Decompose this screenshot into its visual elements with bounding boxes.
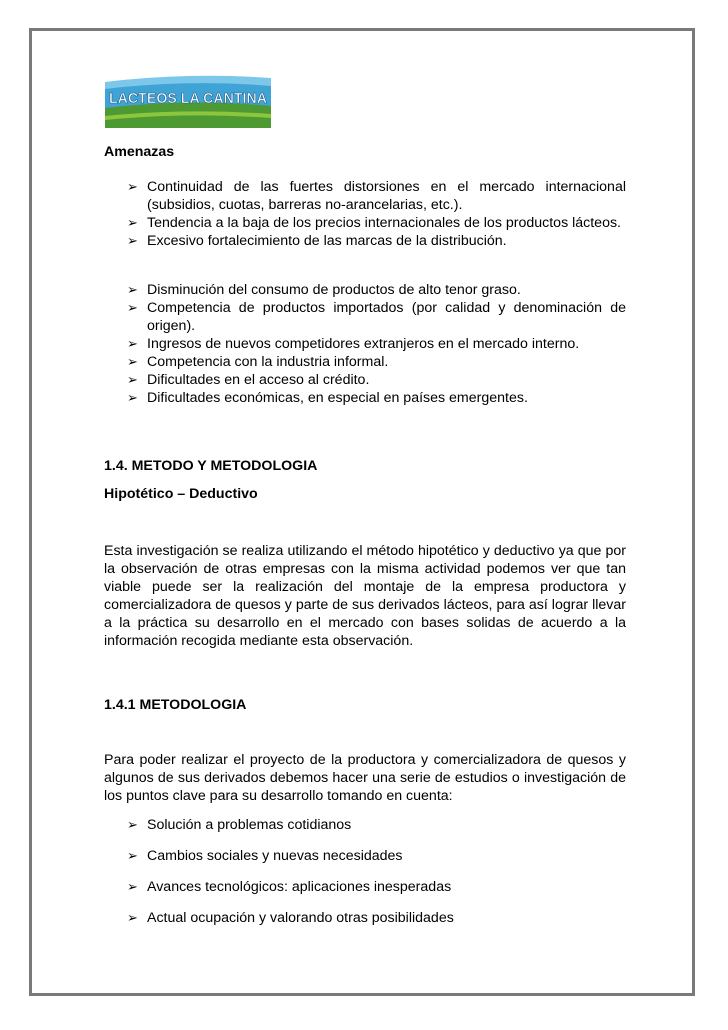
arrow-bullet-icon: ➢ <box>127 390 138 405</box>
arrow-bullet-icon: ➢ <box>127 848 138 863</box>
methodology-list <box>127 816 626 940</box>
methodology-paragraph: Para poder realizar el proyecto de la productora y comercializadora de quesos y algunos de sus derivados debemos hacer una serie de estudios o investigación de los puntos clave para su desarrollo tomando en cuenta: <box>104 752 626 804</box>
list-item: ➢ Competencia de productos importados (por calidad y denominación de origen). <box>127 300 626 334</box>
arrow-bullet-icon: ➢ <box>127 879 138 894</box>
list-item: ➢ Avances tecnológicos: aplicaciones inesperadas <box>127 879 452 895</box>
arrow-bullet-icon: ➢ <box>127 817 138 832</box>
method-paragraph: Esta investigación se realiza utilizando el método hipotético y deductivo ya que por la observación de otras empresas con la misma actividad podemos ver que tan viable puede ser la realización del montaje de la empresa productora y comercializadora de quesos y parte de sus derivados lácteos, para así lograr llevar a la práctica su desarrollo en el mercado con bases solidas de acuerdo a la información recogida mediante esta observación. <box>104 543 626 649</box>
arrow-bullet-icon: ➢ <box>127 282 138 297</box>
list-item: ➢ Competencia con la industria informal. <box>127 354 389 370</box>
threats-title: Amenazas <box>104 144 175 160</box>
list-item: ➢ Actual ocupación y valorando otras posibilidades <box>127 910 454 926</box>
list-item: ➢ Dificultades económicas, en especial en países emergentes. <box>127 390 528 406</box>
list-item: ➢ Tendencia a la baja de los precios internacionales de los productos lácteos. <box>127 215 621 231</box>
list-item: ➢ Solución a problemas cotidianos <box>127 817 352 833</box>
threats-list-2 <box>127 281 626 407</box>
arrow-bullet-icon: ➢ <box>127 215 138 230</box>
list-item: ➢ Disminución del consumo de productos de alto tenor graso. <box>127 282 521 298</box>
threats-list-1 <box>127 178 626 250</box>
logo-text: LACTEOS LA CANTINA <box>109 91 268 107</box>
methodology-heading: 1.4.1 METODOLOGIA <box>104 697 247 713</box>
method-heading: 1.4. METODO Y METODOLOGIA <box>104 458 318 474</box>
list-item: ➢ Ingresos de nuevos competidores extranjeros en el mercado interno. <box>127 336 580 352</box>
company-logo <box>103 74 273 130</box>
list-item: ➢ Continuidad de las fuertes distorsiones en el mercado internacional (subsidios, cuotas, barreras no-arancelarias, etc.). <box>127 179 626 213</box>
list-item: ➢ Cambios sociales y nuevas necesidades <box>127 848 403 864</box>
list-item: ➢ Excesivo fortalecimiento de las marcas de la distribución. <box>127 233 507 249</box>
arrow-bullet-icon: ➢ <box>127 233 138 248</box>
list-item: ➢ Dificultades en el acceso al crédito. <box>127 372 370 388</box>
arrow-bullet-icon: ➢ <box>127 354 138 369</box>
arrow-bullet-icon: ➢ <box>127 336 138 351</box>
arrow-bullet-icon: ➢ <box>127 910 138 925</box>
method-subheading: Hipotético – Deductivo <box>104 486 258 502</box>
arrow-bullet-icon: ➢ <box>127 300 138 315</box>
arrow-bullet-icon: ➢ <box>127 179 138 194</box>
arrow-bullet-icon: ➢ <box>127 372 138 387</box>
